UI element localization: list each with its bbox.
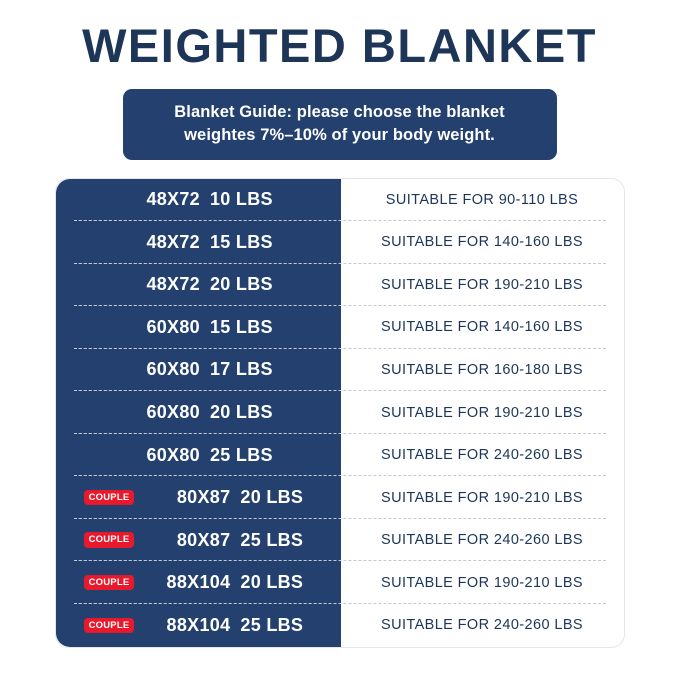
weighted-blanket-size-chart — [0, 18, 679, 687]
couple-badge: COUPLE — [84, 575, 135, 591]
size-weight-group — [84, 487, 313, 508]
row-size-cell — [56, 221, 341, 264]
blanket-size: 60X80 — [146, 402, 200, 423]
blanket-size: 60X80 — [146, 359, 200, 380]
size-weight-group — [114, 274, 282, 295]
row-suitable-cell — [341, 179, 624, 222]
size-table — [55, 178, 625, 648]
suitable-text: SUITABLE FOR 190-210 LBS — [381, 276, 583, 293]
row-size-cell — [56, 561, 341, 604]
suitable-text: SUITABLE FOR 240-260 LBS — [381, 447, 583, 464]
couple-badge: COUPLE — [84, 532, 135, 548]
row-size-cell — [56, 604, 341, 647]
row-size-cell-inner — [56, 221, 341, 264]
blanket-weight: 17 LBS — [210, 359, 273, 380]
table-row — [56, 221, 624, 264]
table-row — [56, 306, 624, 349]
blanket-size: 88X104 — [166, 614, 231, 635]
blanket-weight: 20 LBS — [240, 572, 304, 593]
suitable-text: SUITABLE FOR 240-260 LBS — [381, 617, 583, 634]
table-rows — [56, 179, 624, 647]
couple-badge: COUPLE — [84, 490, 135, 506]
blanket-weight: 25 LBS — [210, 444, 273, 465]
blanket-weight: 25 LBS — [240, 614, 304, 635]
row-size-cell-inner — [56, 434, 341, 477]
size-weight-group — [84, 572, 313, 593]
row-suitable-cell — [341, 221, 624, 264]
row-suitable-cell — [341, 561, 624, 604]
blanket-size: 48X72 — [146, 189, 200, 210]
row-size-cell-inner — [56, 391, 341, 434]
blanket-size: 48X72 — [146, 274, 200, 295]
row-size-cell-inner — [56, 306, 341, 349]
suitable-text: SUITABLE FOR 140-160 LBS — [381, 234, 583, 251]
row-suitable-cell — [341, 349, 624, 392]
table-row — [56, 264, 624, 307]
size-weight-group — [114, 445, 282, 466]
size-weight-group — [114, 232, 282, 253]
size-weight-group — [84, 615, 313, 636]
table-row — [56, 519, 624, 562]
size-weight-group — [114, 189, 282, 210]
row-size-cell — [56, 391, 341, 434]
size-weight-group — [114, 359, 282, 380]
blanket-weight: 20 LBS — [210, 402, 273, 423]
page-title: WEIGHTED BLANKET — [82, 19, 597, 72]
row-size-cell-inner — [56, 349, 341, 392]
blanket-weight: 25 LBS — [240, 529, 304, 550]
suitable-text: SUITABLE FOR 190-210 LBS — [381, 489, 583, 506]
row-size-cell — [56, 519, 341, 562]
blanket-size: 88X104 — [166, 572, 231, 593]
row-size-cell-inner — [56, 519, 341, 562]
suitable-text: SUITABLE FOR 240-260 LBS — [381, 532, 583, 549]
row-size-cell — [56, 476, 341, 519]
row-suitable-cell — [341, 604, 624, 647]
row-size-cell — [56, 349, 341, 392]
row-suitable-cell — [341, 434, 624, 477]
suitable-text: SUITABLE FOR 90-110 LBS — [385, 191, 579, 208]
table-row — [56, 561, 624, 604]
blanket-size: 60X80 — [146, 444, 200, 465]
suitable-text: SUITABLE FOR 140-160 LBS — [381, 319, 583, 336]
table-row — [56, 391, 624, 434]
size-weight-group — [114, 402, 282, 423]
row-suitable-cell — [341, 519, 624, 562]
row-suitable-cell — [341, 391, 624, 434]
couple-badge: COUPLE — [84, 618, 135, 634]
blanket-guide-text: Blanket Guide: please choose the blanket weightes 7%–10% of your body weight. — [174, 103, 505, 144]
table-row — [56, 349, 624, 392]
blanket-size: 80X87 — [176, 529, 231, 550]
blanket-weight: 15 LBS — [210, 231, 273, 252]
row-size-cell — [56, 306, 341, 349]
blanket-weight: 20 LBS — [240, 487, 304, 508]
blanket-guide-box — [123, 89, 557, 160]
suitable-text: SUITABLE FOR 190-210 LBS — [381, 574, 583, 591]
row-suitable-cell — [341, 306, 624, 349]
suitable-text: SUITABLE FOR 160-180 LBS — [381, 361, 583, 378]
suitable-text: SUITABLE FOR 190-210 LBS — [381, 404, 583, 421]
row-size-cell-inner — [56, 604, 341, 647]
row-size-cell — [56, 179, 341, 222]
row-size-cell — [56, 434, 341, 477]
table-row — [56, 434, 624, 477]
blanket-weight: 10 LBS — [210, 189, 273, 210]
blanket-size: 80X87 — [176, 487, 231, 508]
row-suitable-cell — [341, 264, 624, 307]
table-row — [56, 476, 624, 519]
blanket-size: 48X72 — [146, 231, 200, 252]
size-weight-group — [114, 317, 282, 338]
row-size-cell-inner — [56, 561, 341, 604]
row-suitable-cell — [341, 476, 624, 519]
row-size-cell-inner — [56, 264, 341, 307]
table-row — [56, 604, 624, 647]
blanket-weight: 15 LBS — [210, 316, 273, 337]
blanket-size: 60X80 — [146, 316, 200, 337]
row-size-cell — [56, 264, 341, 307]
size-weight-group — [84, 530, 313, 551]
row-size-cell-inner — [56, 179, 341, 222]
table-row — [56, 179, 624, 222]
row-size-cell-inner — [56, 476, 341, 519]
blanket-weight: 20 LBS — [210, 274, 273, 295]
